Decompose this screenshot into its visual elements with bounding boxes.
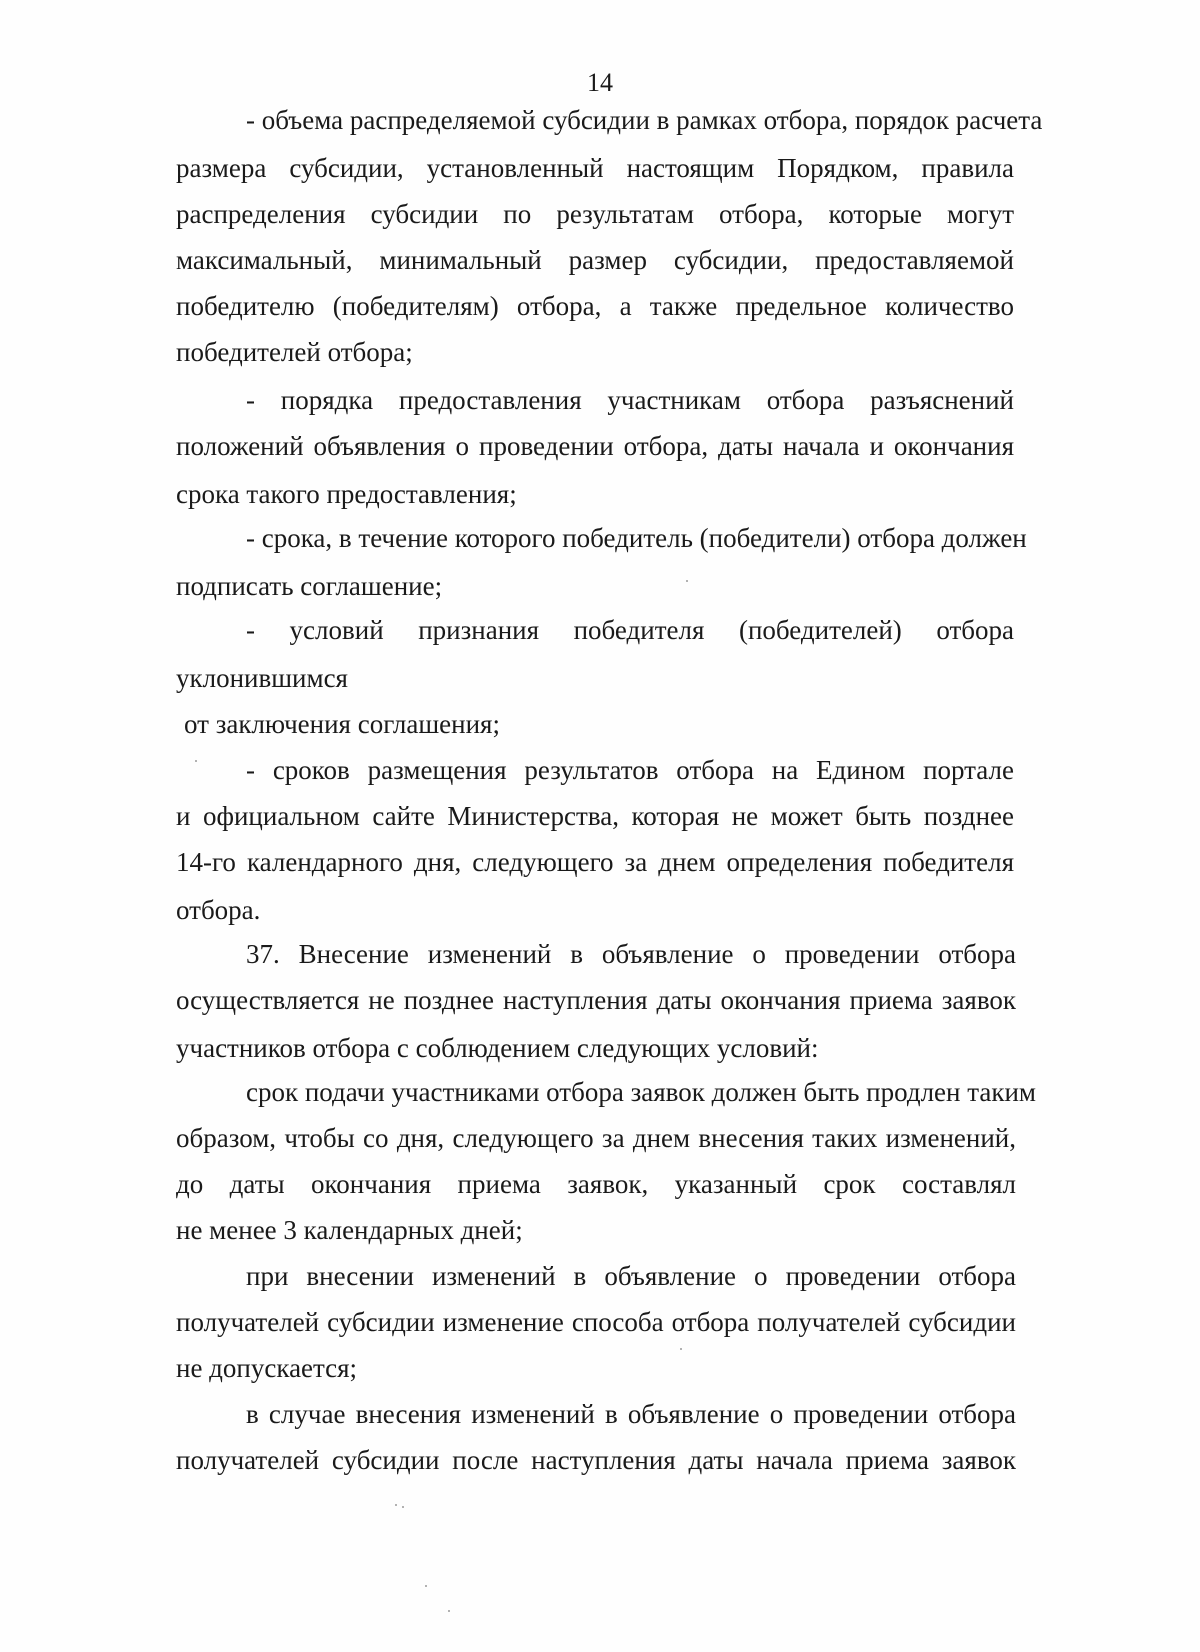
text-line: в случае внесения изменений в объявление о проведении отбора [246,1399,1016,1429]
text-line: распределения субсидии по результатам отбора, которые могут [176,199,1014,229]
text-line: не менее 3 календарных дней; [176,1215,523,1245]
text-line: положений объявления о проведении отбора, даты начала и окончания [176,431,1014,461]
text-line: срок подачи участниками отбора заявок должен быть продлен таким [246,1077,1036,1107]
scan-speck [195,760,197,762]
text-line: участников отбора с соблюдением следующих условий: [176,1033,819,1063]
text-line: срока такого предоставления; [176,479,517,509]
text-line: подписать соглашение; [176,571,443,601]
text-line: от заключения соглашения; [184,709,500,739]
text-line: размера субсидии, установленный настоящим Порядком, правила [176,153,1014,183]
text-line: победителей отбора; [176,337,413,367]
scan-speck [425,1585,427,1587]
text-line: осуществляется не позднее наступления даты окончания приема заявок [176,985,1016,1015]
text-line: 14-го календарного дня, следующего за днем определения победителя [176,847,1014,877]
text-line: и официальном сайте Министерства, которая не может быть позднее [176,801,1014,831]
text-line: - порядка предоставления участникам отбора разъяснений [246,385,1014,415]
scan-speck [686,580,688,582]
text-line: при внесении изменений в объявление о проведении отбора [246,1261,1016,1291]
text-line: - сроков размещения результатов отбора на Едином портале [246,755,1014,785]
text-line: максимальный, минимальный размер субсидии, предоставляемой [176,245,1014,275]
text-line: до даты окончания приема заявок, указанный срок составлял [176,1169,1016,1199]
text-line: получателей субсидии изменение способа отбора получателей субсидии [176,1307,1016,1337]
text-line: - срока, в течение которого победитель (победители) отбора должен [246,523,1027,553]
scan-speck [395,1504,397,1506]
text-line: образом, чтобы со дня, следующего за днем внесения таких изменений, [176,1123,1016,1153]
text-line: получателей субсидии после наступления даты начала приема заявок [176,1445,1016,1475]
text-line: победителю (победителям) отбора, а также предельное количество [176,291,1014,321]
text-line: - условий признания победителя (победителей) отбора [246,615,1014,645]
scan-speck [402,1506,404,1508]
text-line: отбора. [176,895,261,925]
page-number: 14 [587,68,613,97]
text-line: - объема распределяемой субсидии в рамках отбора, порядок расчета [246,105,1043,135]
text-line: уклонившимся [176,663,348,693]
scan-speck [448,1610,450,1612]
text-line: не допускается; [176,1353,358,1383]
text-line: 37. Внесение изменений в объявление о проведении отбора [246,939,1016,969]
scan-speck [680,1348,682,1350]
